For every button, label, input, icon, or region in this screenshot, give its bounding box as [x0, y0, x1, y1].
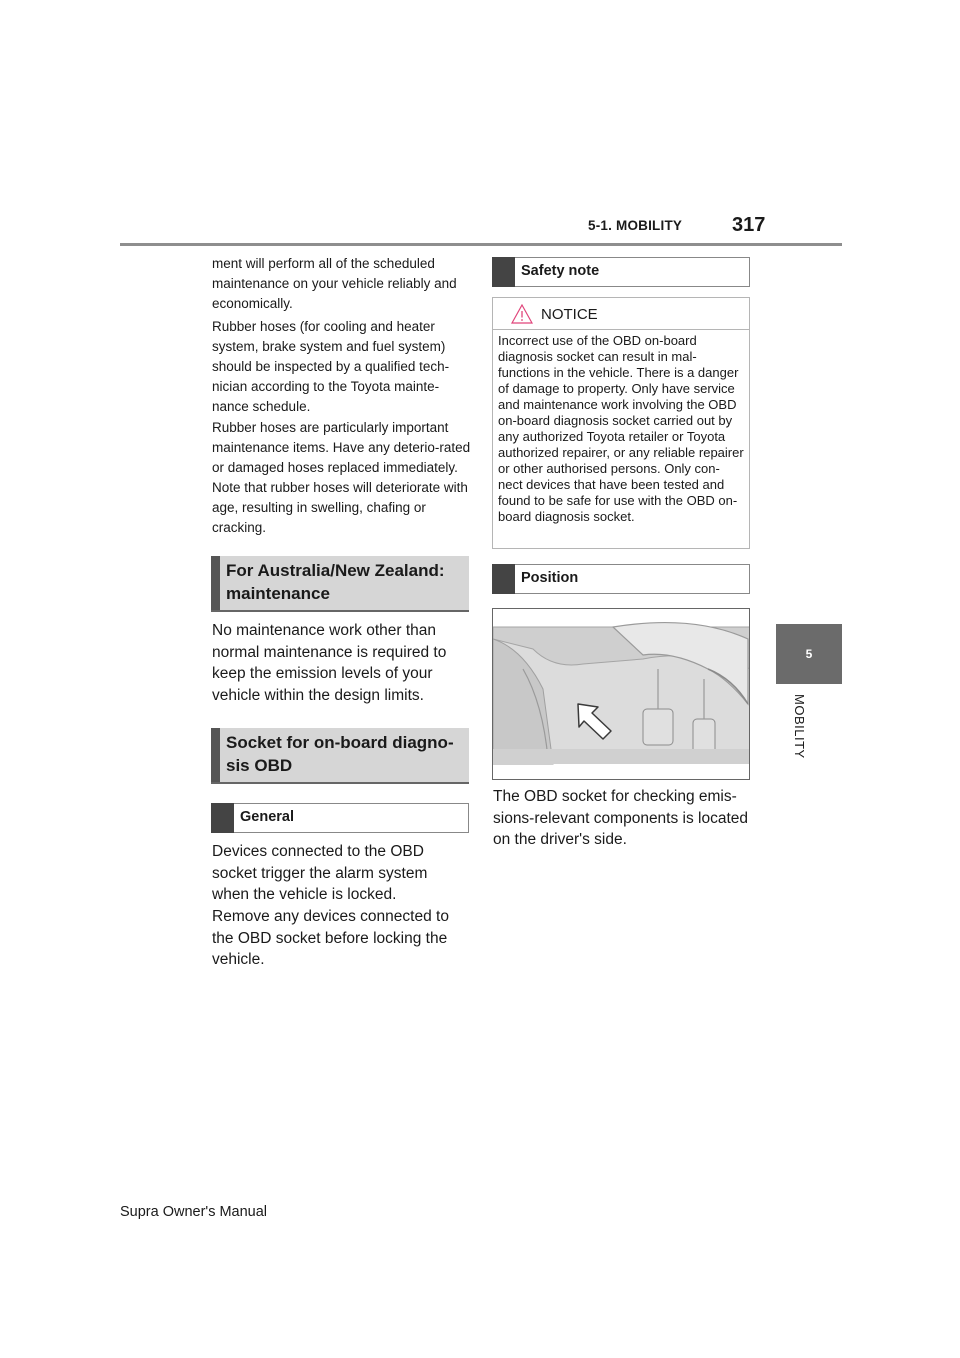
subheading-label: Safety note [521, 263, 600, 279]
warning-icon [511, 304, 533, 324]
paragraph-scheduled-maintenance: ment will perform all of the scheduled maintenance on your vehicle reliably and economically. [212, 256, 457, 311]
paragraph-remove-devices: Remove any devices connected to the OBD socket before locking the vehicle. [212, 908, 449, 969]
subheading-label: General [240, 809, 294, 825]
footer-manual-title: Supra Owner's Manual [120, 1204, 268, 1220]
subheading-label: Position [521, 570, 579, 586]
page-number: 317 [732, 214, 766, 236]
subheading-general [211, 803, 469, 833]
footwell-drawing [493, 609, 750, 780]
header-rule [120, 243, 842, 246]
notice-title: NOTICE [541, 306, 598, 323]
section-title: 5-1. MOBILITY [588, 218, 683, 233]
subheading-bar [492, 257, 515, 287]
subheading-safety-note [492, 257, 750, 287]
subheading-position [492, 564, 750, 594]
heading-line: sis OBD [226, 756, 293, 775]
notice-body: Incorrect use of the OBD on-board diagnosis socket can result in mal-functions in the vehicle. There is a danger of damage to property. Only have service and maintenance work involving the OBD on-board diagnosis socket carried out by any authorized Toyota retailer or Toyota authorized repairer, or any reliable repairer or other authorised persons. Only con-nect devices that have been tested and found to be safe for use with the OBD on-board diagnosis socket. [498, 333, 744, 524]
heading-bar [211, 728, 220, 782]
obd-location-illustration [492, 608, 750, 780]
notice-box [492, 297, 750, 549]
paragraph-obd-position: The OBD socket for checking emis-sions-relevant components is located on the driver's side. [493, 788, 749, 849]
chapter-number: 5 [805, 647, 813, 661]
paragraph-australia-maintenance: No maintenance work other than normal maintenance is required to keep the emission levels of your vehicle within the design limits. [212, 622, 447, 705]
chapter-label: MOBILITY [792, 694, 807, 759]
heading-australia-maintenance [211, 556, 469, 612]
paragraph-rubber-hoses-inspection: Rubber hoses (for cooling and heater system, brake system and fuel system) should be inspected by a qualified tech-nician according to the Toyota mainte-nance schedule. [212, 319, 450, 414]
chapter-tab[interactable] [776, 624, 842, 684]
notice-divider [493, 329, 749, 330]
heading-bar [211, 556, 220, 610]
heading-line: Socket for on-board diagno- [226, 733, 454, 752]
paragraph-alarm-trigger: Devices connected to the OBD socket trigger the alarm system when the vehicle is locked. [212, 843, 428, 904]
subheading-bar [211, 803, 234, 833]
heading-obd-socket [211, 728, 469, 784]
heading-line: For Australia/New Zealand: [226, 561, 445, 580]
heading-line: maintenance [226, 584, 330, 603]
paragraph-rubber-hoses-replacement: Rubber hoses are particularly important maintenance items. Have any deterio-rated or damaged hoses replaced immediately. Note that rubber hoses will deteriorate with age, resulting in swelling, chafing or cracking. [212, 420, 471, 535]
subheading-bar [492, 564, 515, 594]
